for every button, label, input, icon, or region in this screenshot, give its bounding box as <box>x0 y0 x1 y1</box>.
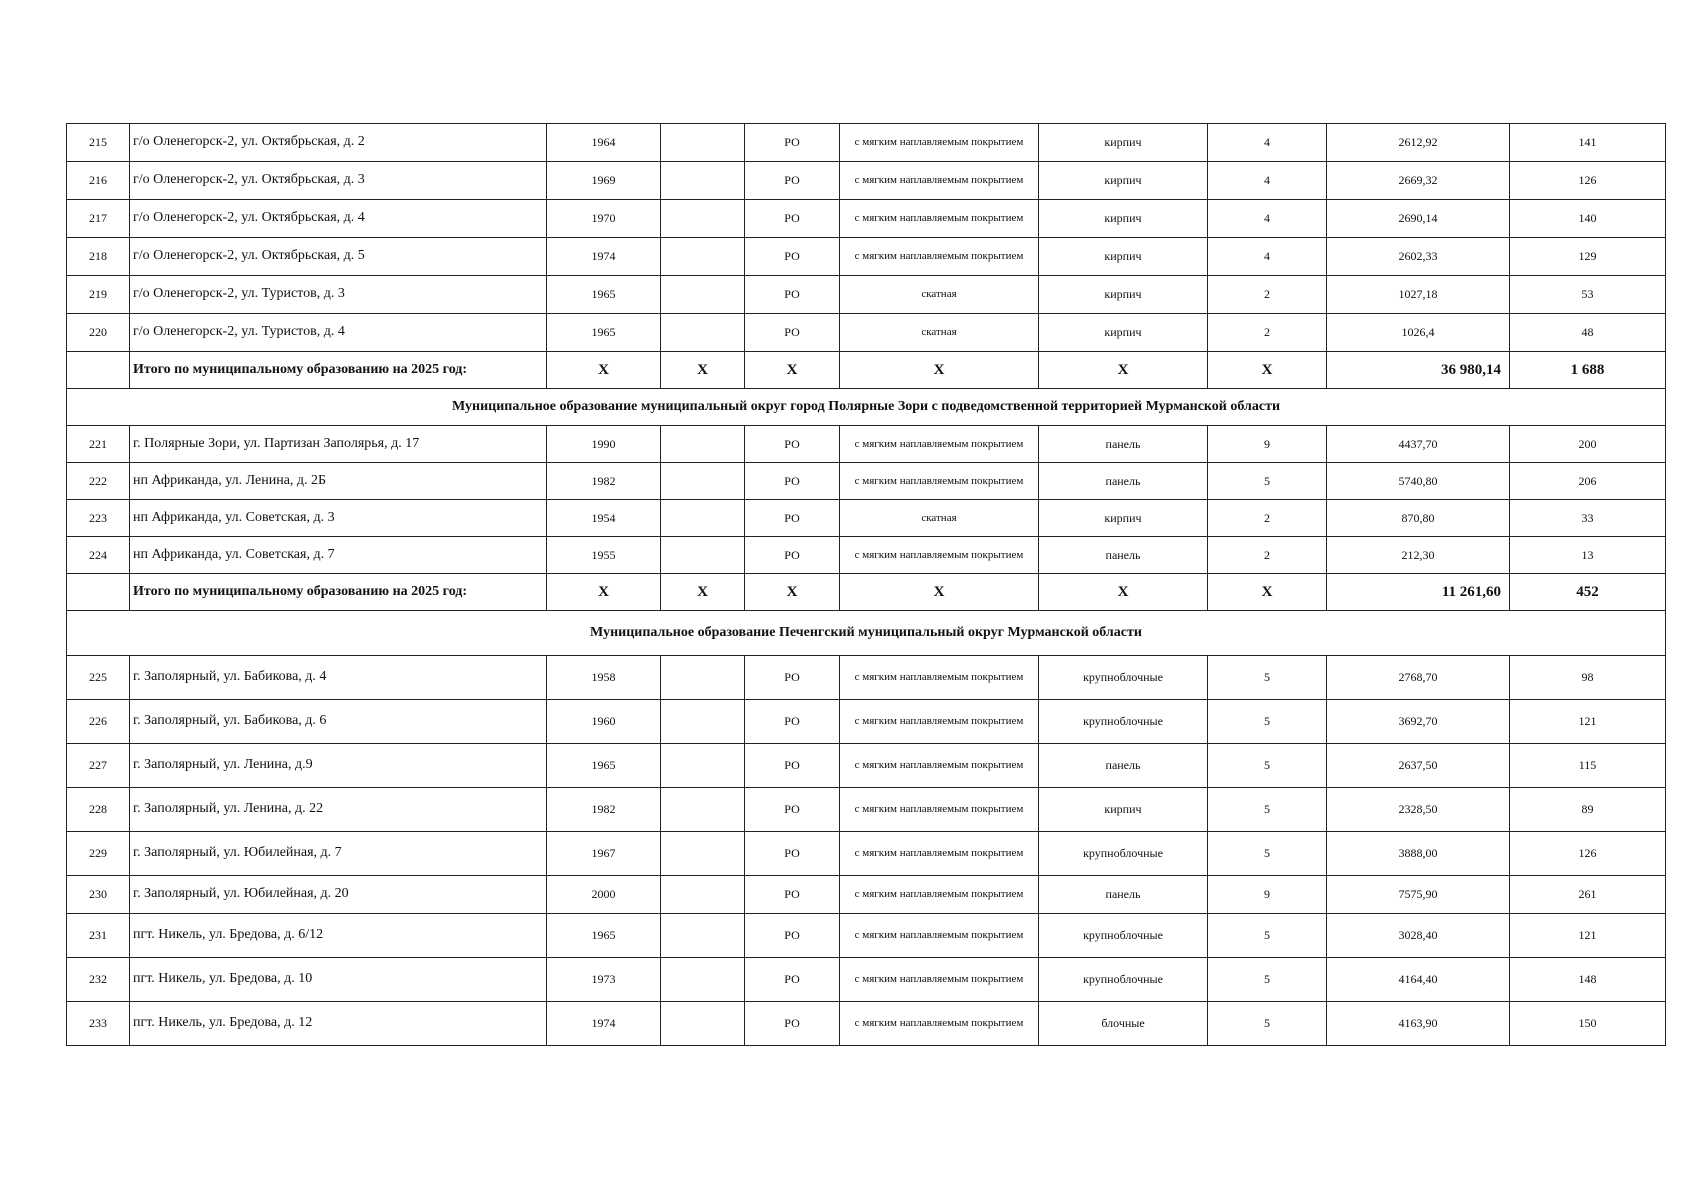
table-row <box>67 744 1666 788</box>
residents-cell: 98 <box>1510 656 1666 700</box>
total-row <box>67 352 1666 389</box>
floors-cell: 5 <box>1208 1002 1327 1046</box>
material-cell: панель <box>1039 876 1208 914</box>
type-cell: РО <box>745 124 840 162</box>
area-cell: 2669,32 <box>1327 162 1510 200</box>
empty-cell <box>661 914 745 958</box>
floors-cell: 4 <box>1208 238 1327 276</box>
year-cell: 1967 <box>547 832 661 876</box>
type-cell: РО <box>745 788 840 832</box>
type-cell: РО <box>745 162 840 200</box>
floors-cell: 4 <box>1208 162 1327 200</box>
address-cell: нп Африканда, ул. Советская, д. 3 <box>130 500 547 537</box>
type-cell: РО <box>745 500 840 537</box>
empty-cell <box>661 700 745 744</box>
section-header-row <box>67 611 1666 656</box>
row-number: 218 <box>67 238 130 276</box>
row-number: 216 <box>67 162 130 200</box>
address-cell: г. Заполярный, ул. Бабикова, д. 6 <box>130 700 547 744</box>
year-cell: 1974 <box>547 238 661 276</box>
table-row <box>67 1002 1666 1046</box>
type-cell: РО <box>745 426 840 463</box>
roof-cell: с мягким наплавляемым покрытием <box>840 426 1039 463</box>
row-number: 233 <box>67 1002 130 1046</box>
table-row <box>67 238 1666 276</box>
row-number: 224 <box>67 537 130 574</box>
total-x-cell: X <box>840 352 1039 389</box>
year-cell: 2000 <box>547 876 661 914</box>
area-cell: 2328,50 <box>1327 788 1510 832</box>
area-cell: 4437,70 <box>1327 426 1510 463</box>
year-cell: 1970 <box>547 200 661 238</box>
total-residents-cell: 1 688 <box>1510 352 1666 389</box>
residents-cell: 48 <box>1510 314 1666 352</box>
material-cell: крупноблочные <box>1039 914 1208 958</box>
material-cell: кирпич <box>1039 124 1208 162</box>
floors-cell: 5 <box>1208 463 1327 500</box>
floors-cell: 5 <box>1208 744 1327 788</box>
empty-cell <box>661 500 745 537</box>
type-cell: РО <box>745 200 840 238</box>
type-cell: РО <box>745 876 840 914</box>
type-cell: РО <box>745 744 840 788</box>
year-cell: 1990 <box>547 426 661 463</box>
total-area-cell: 11 261,60 <box>1327 574 1510 611</box>
type-cell: РО <box>745 1002 840 1046</box>
roof-cell: с мягким наплавляемым покрытием <box>840 914 1039 958</box>
year-cell: 1955 <box>547 537 661 574</box>
table-row <box>67 832 1666 876</box>
material-cell: блочные <box>1039 1002 1208 1046</box>
address-cell: г. Полярные Зори, ул. Партизан Заполярья, д. 17 <box>130 426 547 463</box>
roof-cell: с мягким наплавляемым покрытием <box>840 876 1039 914</box>
floors-cell: 2 <box>1208 314 1327 352</box>
total-label: Итого по муниципальному образованию на 2025 год: <box>130 574 547 611</box>
table-row <box>67 656 1666 700</box>
residents-cell: 206 <box>1510 463 1666 500</box>
table-row <box>67 463 1666 500</box>
section-title: Муниципальное образование Печенгский муниципальный округ Мурманской области <box>67 611 1666 656</box>
residents-cell: 126 <box>1510 162 1666 200</box>
type-cell: РО <box>745 832 840 876</box>
roof-cell: скатная <box>840 500 1039 537</box>
address-cell: пгт. Никель, ул. Бредова, д. 6/12 <box>130 914 547 958</box>
type-cell: РО <box>745 463 840 500</box>
roof-cell: с мягким наплавляемым покрытием <box>840 162 1039 200</box>
year-cell: 1974 <box>547 1002 661 1046</box>
area-cell: 1026,4 <box>1327 314 1510 352</box>
area-cell: 4163,90 <box>1327 1002 1510 1046</box>
table-row <box>67 314 1666 352</box>
address-cell: г/о Оленегорск-2, ул. Октябрьская, д. 4 <box>130 200 547 238</box>
address-cell: г. Заполярный, ул. Ленина, д. 22 <box>130 788 547 832</box>
empty-cell <box>661 314 745 352</box>
row-number: 228 <box>67 788 130 832</box>
table-row <box>67 200 1666 238</box>
year-cell: 1958 <box>547 656 661 700</box>
area-cell: 7575,90 <box>1327 876 1510 914</box>
row-number: 219 <box>67 276 130 314</box>
row-number: 231 <box>67 914 130 958</box>
roof-cell: с мягким наплавляемым покрытием <box>840 744 1039 788</box>
row-number: 223 <box>67 500 130 537</box>
floors-cell: 5 <box>1208 656 1327 700</box>
address-cell: нп Африканда, ул. Ленина, д. 2Б <box>130 463 547 500</box>
row-number: 222 <box>67 463 130 500</box>
floors-cell: 4 <box>1208 200 1327 238</box>
table-row <box>67 124 1666 162</box>
residents-cell: 141 <box>1510 124 1666 162</box>
type-cell: РО <box>745 958 840 1002</box>
area-cell: 5740,80 <box>1327 463 1510 500</box>
area-cell: 1027,18 <box>1327 276 1510 314</box>
year-cell: 1965 <box>547 276 661 314</box>
material-cell: кирпич <box>1039 276 1208 314</box>
type-cell: РО <box>745 537 840 574</box>
empty-cell <box>661 463 745 500</box>
section-header-row <box>67 389 1666 426</box>
row-number: 217 <box>67 200 130 238</box>
area-cell: 4164,40 <box>1327 958 1510 1002</box>
row-number: 221 <box>67 426 130 463</box>
residents-cell: 13 <box>1510 537 1666 574</box>
residents-cell: 53 <box>1510 276 1666 314</box>
material-cell: панель <box>1039 426 1208 463</box>
floors-cell: 2 <box>1208 276 1327 314</box>
material-cell: кирпич <box>1039 788 1208 832</box>
empty-cell <box>661 788 745 832</box>
floors-cell: 2 <box>1208 500 1327 537</box>
floors-cell: 4 <box>1208 124 1327 162</box>
table-row <box>67 788 1666 832</box>
area-cell: 2768,70 <box>1327 656 1510 700</box>
empty-cell <box>661 124 745 162</box>
roof-cell: с мягким наплавляемым покрытием <box>840 832 1039 876</box>
total-number-cell <box>67 574 130 611</box>
material-cell: кирпич <box>1039 200 1208 238</box>
type-cell: РО <box>745 914 840 958</box>
address-cell: г. Заполярный, ул. Ленина, д.9 <box>130 744 547 788</box>
type-cell: РО <box>745 276 840 314</box>
total-x-cell: X <box>1208 352 1327 389</box>
row-number: 230 <box>67 876 130 914</box>
total-x-cell: X <box>661 574 745 611</box>
floors-cell: 9 <box>1208 876 1327 914</box>
year-cell: 1965 <box>547 314 661 352</box>
roof-cell: с мягким наплавляемым покрытием <box>840 463 1039 500</box>
empty-cell <box>661 537 745 574</box>
material-cell: крупноблочные <box>1039 832 1208 876</box>
type-cell: РО <box>745 656 840 700</box>
material-cell: панель <box>1039 463 1208 500</box>
area-cell: 2690,14 <box>1327 200 1510 238</box>
total-x-cell: X <box>661 352 745 389</box>
total-x-cell: X <box>1208 574 1327 611</box>
floors-cell: 9 <box>1208 426 1327 463</box>
type-cell: РО <box>745 238 840 276</box>
material-cell: кирпич <box>1039 238 1208 276</box>
material-cell: крупноблочные <box>1039 656 1208 700</box>
type-cell: РО <box>745 700 840 744</box>
table-row <box>67 276 1666 314</box>
empty-cell <box>661 876 745 914</box>
material-cell: панель <box>1039 537 1208 574</box>
residents-cell: 200 <box>1510 426 1666 463</box>
residents-cell: 129 <box>1510 238 1666 276</box>
address-cell: г. Заполярный, ул. Юбилейная, д. 7 <box>130 832 547 876</box>
residents-cell: 261 <box>1510 876 1666 914</box>
address-cell: г/о Оленегорск-2, ул. Октябрьская, д. 5 <box>130 238 547 276</box>
material-cell: кирпич <box>1039 314 1208 352</box>
material-cell: крупноблочные <box>1039 700 1208 744</box>
table-row <box>67 914 1666 958</box>
address-cell: пгт. Никель, ул. Бредова, д. 12 <box>130 1002 547 1046</box>
section-title: Муниципальное образование муниципальный округ город Полярные Зори с подведомственной территорией Мурманской области <box>67 389 1666 426</box>
material-cell: кирпич <box>1039 500 1208 537</box>
total-residents-cell: 452 <box>1510 574 1666 611</box>
roof-cell: с мягким наплавляемым покрытием <box>840 200 1039 238</box>
roof-cell: скатная <box>840 276 1039 314</box>
year-cell: 1973 <box>547 958 661 1002</box>
total-number-cell <box>67 352 130 389</box>
empty-cell <box>661 1002 745 1046</box>
floors-cell: 5 <box>1208 958 1327 1002</box>
row-number: 229 <box>67 832 130 876</box>
residents-cell: 89 <box>1510 788 1666 832</box>
residents-cell: 115 <box>1510 744 1666 788</box>
total-x-cell: X <box>745 574 840 611</box>
roof-cell: с мягким наплавляемым покрытием <box>840 958 1039 1002</box>
table-row <box>67 500 1666 537</box>
residents-cell: 140 <box>1510 200 1666 238</box>
residents-cell: 150 <box>1510 1002 1666 1046</box>
year-cell: 1965 <box>547 914 661 958</box>
roof-cell: с мягким наплавляемым покрытием <box>840 537 1039 574</box>
total-area-cell: 36 980,14 <box>1327 352 1510 389</box>
residents-cell: 126 <box>1510 832 1666 876</box>
total-x-cell: X <box>547 352 661 389</box>
material-cell: панель <box>1039 744 1208 788</box>
row-number: 220 <box>67 314 130 352</box>
area-cell: 3028,40 <box>1327 914 1510 958</box>
area-cell: 3692,70 <box>1327 700 1510 744</box>
roof-cell: скатная <box>840 314 1039 352</box>
total-label: Итого по муниципальному образованию на 2025 год: <box>130 352 547 389</box>
empty-cell <box>661 744 745 788</box>
roof-cell: с мягким наплавляемым покрытием <box>840 788 1039 832</box>
empty-cell <box>661 238 745 276</box>
housing-register-table <box>66 123 1666 1046</box>
area-cell: 870,80 <box>1327 500 1510 537</box>
empty-cell <box>661 276 745 314</box>
roof-cell: с мягким наплавляемым покрытием <box>840 1002 1039 1046</box>
year-cell: 1960 <box>547 700 661 744</box>
residents-cell: 121 <box>1510 700 1666 744</box>
table-row <box>67 700 1666 744</box>
floors-cell: 5 <box>1208 832 1327 876</box>
empty-cell <box>661 426 745 463</box>
roof-cell: с мягким наплавляемым покрытием <box>840 124 1039 162</box>
address-cell: г/о Оленегорск-2, ул. Октябрьская, д. 3 <box>130 162 547 200</box>
empty-cell <box>661 162 745 200</box>
floors-cell: 2 <box>1208 537 1327 574</box>
address-cell: г/о Оленегорск-2, ул. Туристов, д. 3 <box>130 276 547 314</box>
area-cell: 3888,00 <box>1327 832 1510 876</box>
year-cell: 1982 <box>547 463 661 500</box>
residents-cell: 121 <box>1510 914 1666 958</box>
address-cell: пгт. Никель, ул. Бредова, д. 10 <box>130 958 547 1002</box>
area-cell: 2602,33 <box>1327 238 1510 276</box>
table-row <box>67 426 1666 463</box>
year-cell: 1954 <box>547 500 661 537</box>
residents-cell: 148 <box>1510 958 1666 1002</box>
residents-cell: 33 <box>1510 500 1666 537</box>
floors-cell: 5 <box>1208 700 1327 744</box>
total-x-cell: X <box>840 574 1039 611</box>
address-cell: г/о Оленегорск-2, ул. Туристов, д. 4 <box>130 314 547 352</box>
row-number: 215 <box>67 124 130 162</box>
roof-cell: с мягким наплавляемым покрытием <box>840 700 1039 744</box>
row-number: 226 <box>67 700 130 744</box>
address-cell: г/о Оленегорск-2, ул. Октябрьская, д. 2 <box>130 124 547 162</box>
material-cell: кирпич <box>1039 162 1208 200</box>
total-x-cell: X <box>1039 574 1208 611</box>
table-row <box>67 162 1666 200</box>
table-row <box>67 537 1666 574</box>
total-x-cell: X <box>745 352 840 389</box>
roof-cell: с мягким наплавляемым покрытием <box>840 656 1039 700</box>
table-row <box>67 876 1666 914</box>
total-row <box>67 574 1666 611</box>
address-cell: г. Заполярный, ул. Бабикова, д. 4 <box>130 656 547 700</box>
empty-cell <box>661 656 745 700</box>
table-row <box>67 958 1666 1002</box>
material-cell: крупноблочные <box>1039 958 1208 1002</box>
row-number: 225 <box>67 656 130 700</box>
address-cell: нп Африканда, ул. Советская, д. 7 <box>130 537 547 574</box>
area-cell: 2637,50 <box>1327 744 1510 788</box>
year-cell: 1982 <box>547 788 661 832</box>
roof-cell: с мягким наплавляемым покрытием <box>840 238 1039 276</box>
type-cell: РО <box>745 314 840 352</box>
year-cell: 1964 <box>547 124 661 162</box>
area-cell: 212,30 <box>1327 537 1510 574</box>
year-cell: 1969 <box>547 162 661 200</box>
row-number: 227 <box>67 744 130 788</box>
empty-cell <box>661 832 745 876</box>
year-cell: 1965 <box>547 744 661 788</box>
floors-cell: 5 <box>1208 914 1327 958</box>
row-number: 232 <box>67 958 130 1002</box>
address-cell: г. Заполярный, ул. Юбилейная, д. 20 <box>130 876 547 914</box>
area-cell: 2612,92 <box>1327 124 1510 162</box>
total-x-cell: X <box>547 574 661 611</box>
total-x-cell: X <box>1039 352 1208 389</box>
empty-cell <box>661 200 745 238</box>
floors-cell: 5 <box>1208 788 1327 832</box>
empty-cell <box>661 958 745 1002</box>
